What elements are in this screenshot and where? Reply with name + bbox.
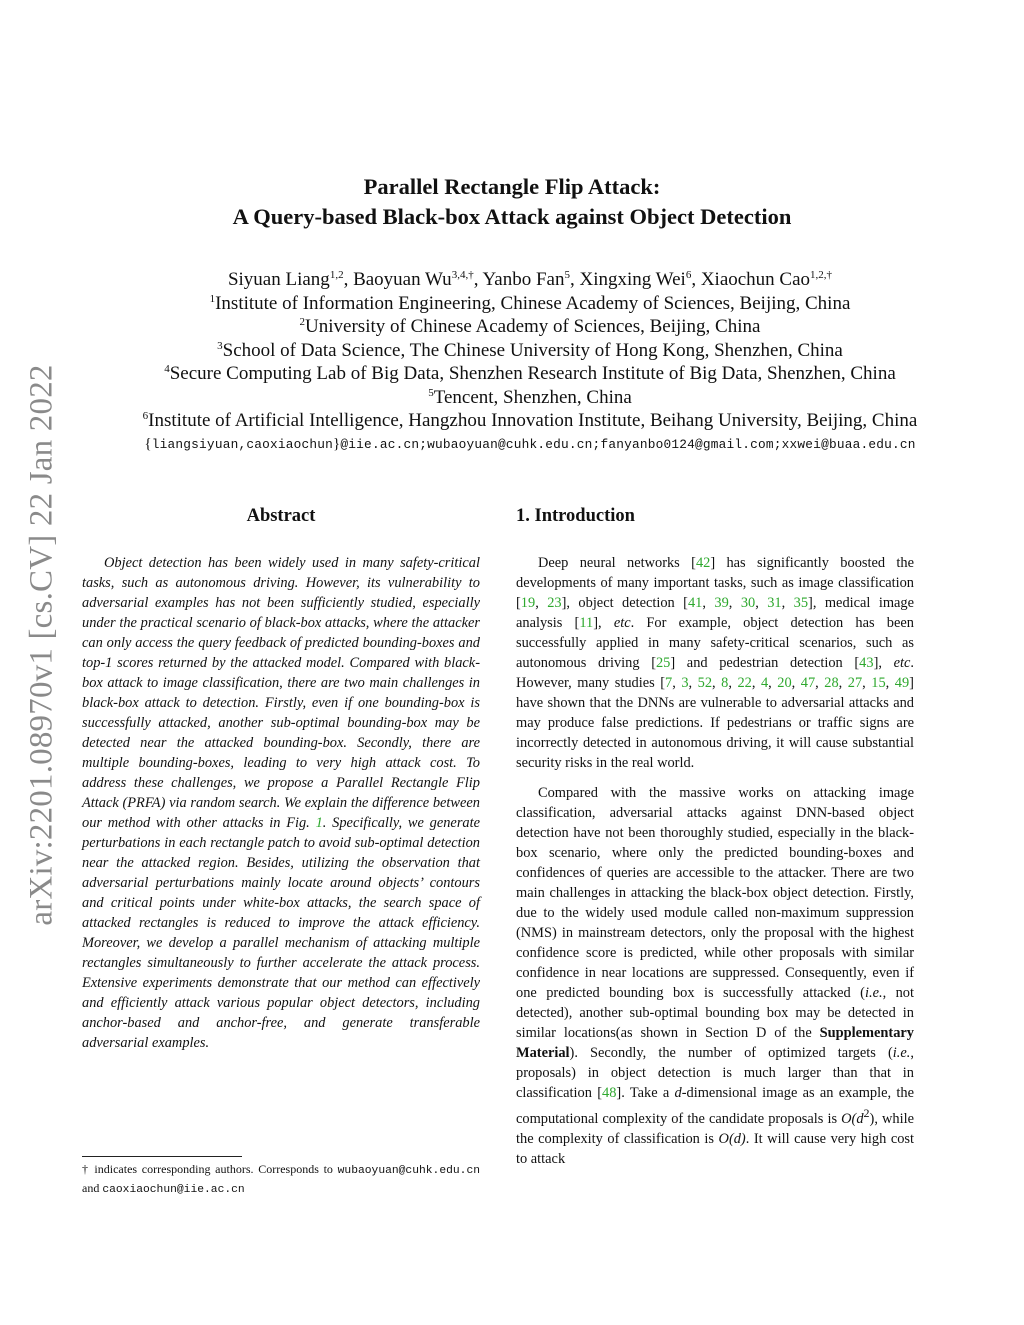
text-run: ,	[768, 675, 778, 691]
affiliation-sup: 3	[217, 339, 223, 352]
text-run: ,	[672, 675, 682, 691]
citation-link[interactable]: 25	[655, 655, 671, 671]
figure-link[interactable]: 1	[315, 815, 323, 831]
text-run: ],	[873, 655, 894, 671]
abstract-heading: Abstract	[246, 506, 316, 526]
citation-link[interactable]: 23	[547, 595, 562, 611]
email-rest: @iie.ac.cn;wubaoyuan@cuhk.edu.cn;fanyanbo0124@gmail.com;xxwei@buaa.edu.cn	[340, 436, 916, 452]
text-run: ). Secondly, the number of optimized targets (	[569, 1045, 893, 1061]
citation-link[interactable]: 35	[793, 595, 809, 611]
author-emails	[60, 433, 1000, 457]
dagger-mark: †	[82, 1162, 90, 1176]
citation-link[interactable]: 48	[602, 1085, 617, 1101]
citation-link[interactable]: 20	[777, 675, 792, 691]
author-sup: 3,4,†	[451, 269, 474, 281]
affiliation-text: Secure Computing Lab of Big Data, Shenzhen Research Institute of Big Data, Shenzhen, China	[169, 363, 896, 384]
affiliation	[60, 292, 1000, 316]
citation-link[interactable]: 19	[520, 595, 536, 611]
citation-link[interactable]: 43	[859, 655, 874, 671]
math-arg: (d	[851, 1110, 864, 1127]
email-group: liangsiyuan,caoxiaochun	[151, 436, 334, 452]
affiliation-text: Institute of Artificial Intelligence, Hangzhou Innovation Institute, Beihang University, Beijing, China	[148, 410, 918, 431]
text-run: Deep neural networks [	[538, 555, 696, 571]
text-run-italic: i.e.	[864, 985, 883, 1001]
text-run: Compared with the massive works on attacking image classification, adversarial attacks against DNN-based object detection have not been thoroughly studied, especially in the black-box scenario, where only the predicted bounding-boxes and confidences of queries are accessible to the attacker. There are two main challenges in attacking the black-box object detection. Firstly, due to the widely used module called non-maximum suppression (NMS) in mainstream detectors, only the proposal with the highest confidence score is predicted, while other proposals with similar confidence in near locations are suppressed. Consequently, even if one predicted bounding box is successfully attacked (	[516, 785, 914, 1001]
math-exp: 2	[863, 1106, 870, 1120]
intro-paragraph-2	[516, 783, 914, 1169]
text-run: ,	[751, 675, 761, 691]
text-run: ,	[755, 595, 768, 611]
math-var: O	[718, 1130, 729, 1147]
citation-link[interactable]: 30	[740, 595, 756, 611]
citation-link[interactable]: 15	[871, 675, 886, 691]
citation-link[interactable]: 3	[681, 675, 689, 691]
text-run: ] has significantly boosted the developments of many important tasks, such as image classification [	[516, 555, 914, 611]
author-sup: 5	[564, 269, 570, 281]
author-sup: 6	[685, 269, 692, 281]
author-name: Siyuan Liang	[227, 269, 330, 290]
left-column	[82, 505, 480, 1053]
affiliation-sup: 1	[209, 292, 216, 305]
text-run: ,	[702, 595, 715, 611]
brace-open: {	[144, 435, 152, 452]
title-line-2: A Query-based Black-box Attack against Object Detection	[232, 204, 792, 229]
text-run: ] and pedestrian detection [	[670, 655, 860, 671]
citation-link[interactable]: 49	[894, 675, 910, 691]
intro-paragraph-1	[516, 553, 914, 773]
math-arg: )	[869, 1110, 875, 1127]
text-run: . For example, object detection has been successfully applied in many safety-critical scenarios, such as autonomous driving [	[516, 615, 914, 671]
brace-close: }	[333, 435, 341, 452]
affiliation	[60, 339, 1000, 363]
citation-link[interactable]: 39	[714, 595, 729, 611]
author-name: Xiaochun Cao	[700, 269, 811, 290]
affiliation-text: University of Chinese Academy of Sciences, Beijing, China	[305, 316, 761, 337]
affiliation	[60, 386, 1000, 410]
affiliation-sup: 2	[299, 316, 306, 328]
footnote-email: wubaoyuan@cuhk.edu.cn	[337, 1165, 481, 1177]
text-run: ,	[688, 675, 698, 691]
supplementary-ref: Supplementary Material	[516, 1025, 914, 1061]
footnote-and: and	[82, 1181, 103, 1195]
text-run: ,	[838, 675, 848, 691]
affiliation-sup: 5	[428, 386, 434, 399]
citation-link[interactable]: 27	[847, 675, 863, 691]
author-sup: 1,2,†	[810, 269, 833, 281]
text-run: ], object detection [	[561, 595, 688, 611]
author-sep: ,	[343, 269, 354, 290]
text-run: , while the complexity of classification is	[516, 1110, 914, 1147]
affiliation	[60, 409, 1000, 433]
citation-link[interactable]: 31	[767, 595, 782, 611]
footnote-email: caoxiaochun@iie.ac.cn	[102, 1184, 245, 1196]
citation-link[interactable]: 42	[695, 555, 711, 571]
text-run: ,	[728, 675, 738, 691]
math-arg: (d)	[728, 1130, 746, 1147]
footnote-text: indicates corresponding authors. Corresponds to	[89, 1162, 338, 1176]
intro-heading: 1. Introduction	[516, 506, 635, 526]
arxiv-stamp	[22, 350, 62, 940]
text-run: ,	[885, 675, 895, 691]
text-run: ,	[862, 675, 872, 691]
author-list	[60, 268, 1000, 292]
text-run: . However, many studies [	[516, 655, 914, 691]
citation-link[interactable]: 11	[579, 615, 594, 631]
author-sup: 1,2	[329, 269, 344, 281]
text-run: . It will cause very high cost to attack	[516, 1130, 915, 1167]
author-block	[60, 268, 1000, 456]
footnote	[82, 1161, 480, 1199]
right-column	[516, 505, 914, 1179]
math-var: O	[841, 1110, 852, 1127]
text-run: ,	[712, 675, 722, 691]
citation-link[interactable]: 28	[824, 675, 839, 691]
affiliation-sup: 4	[164, 363, 170, 375]
author-name: Yanbo Fan	[482, 269, 565, 290]
citation-link[interactable]: 47	[800, 675, 816, 691]
text-run: ,	[781, 595, 794, 611]
text-run-italic: i.e.	[892, 1045, 911, 1061]
citation-link[interactable]: 7	[665, 675, 673, 691]
affiliation	[60, 315, 1000, 339]
math-var: d	[674, 1085, 682, 1101]
text-run: , not detected), another sub-optimal bounding box may be detected in similar locations(as shown in Section D of the	[516, 985, 914, 1041]
footnote-rule	[82, 1156, 242, 1157]
affiliation-sup: 6	[142, 410, 149, 422]
author-name: Xingxing Wei	[579, 269, 686, 290]
paper-title	[0, 172, 1024, 232]
abstract-part: . Specifically, we generate perturbations in each rectangle patch to avoid sub-optimal detection near the attacked region. Besides, utilizing the observation that adversarial perturbations mainly locate around objects’ contours and critical points under white-box attacks, the search space of attacked rectangles is reduced to improve the attack efficiency. Moreover, we develop a parallel mechanism of attacking multiple rectangles simultaneously to further accelerate the attack process. Extensive experiments demonstrate that our method can effectively and efficiently attack various popular object detectors, including anchor-based and anchor-free, and generate transferable adversarial examples.	[82, 815, 480, 1051]
author-sep: ,	[473, 269, 483, 290]
text-run: ,	[815, 675, 825, 691]
text-run-italic: etc	[613, 615, 631, 631]
text-run: ,	[728, 595, 741, 611]
citation-link[interactable]: 52	[697, 675, 713, 691]
text-run: ]. Take a	[616, 1085, 675, 1101]
affiliation-text: Tencent, Shenzhen, China	[433, 386, 632, 408]
text-run: -dimensional image as an example, the computational complexity of the candidate proposals is	[516, 1085, 914, 1127]
title-line-1: Parallel Rectangle Flip Attack:	[363, 174, 661, 199]
text-run-italic: etc	[893, 655, 911, 671]
arxiv-stamp-text: arXiv:2201.08970v1 [cs.CV] 22 Jan 2022	[23, 364, 60, 926]
text-run: ],	[593, 615, 614, 631]
abstract-part: Object detection has been widely used in many safety-critical tasks, such as autonomous driving. However, its vulnerability to adversarial examples has not been sufficiently studied, especially under the practical scenario of black-box attacks, where the attacker can only access the query feedback of predicted bounding-boxes and top-1 scores returned by the attacked model. Compared with black-box attack to image classification, there are two main challenges in black-box attack to detection. Firstly, even if one bounding-box is successfully attacked, another sub-optimal bounding-box may be detected near the attacked bounding-box. Secondly, there are multiple bounding-boxes, leading to very high attack cost. To address these challenges, we propose a Parallel Rectangle Flip Attack (PRFA) via random search. We explain the difference between our method with other attacks in Fig.	[82, 555, 480, 831]
author-sep: ,	[570, 269, 580, 290]
affiliation	[60, 362, 1000, 386]
text-run: ] have shown that the DNNs are vulnerable to adversarial attacks and may produce false predictions. If pedestrians or traffic signs are incorrectly detected in autonomous driving, it will cause substantial security risks in the real world.	[516, 675, 914, 771]
text-run: ,	[535, 595, 548, 611]
citation-link[interactable]: 8	[721, 675, 729, 691]
author-name: Baoyuan Wu	[353, 269, 452, 290]
affiliation-text: Institute of Information Engineering, Chinese Academy of Sciences, Beijing, China	[215, 292, 851, 314]
citation-link[interactable]: 41	[687, 595, 703, 611]
text-run: , proposals) in object detection is much larger than that in classification [	[516, 1045, 914, 1101]
author-sep: ,	[691, 269, 701, 290]
abstract-text	[82, 553, 480, 1053]
citation-link[interactable]: 22	[737, 675, 752, 691]
text-run: ,	[791, 675, 801, 691]
affiliation-text: School of Data Science, The Chinese University of Hong Kong, Shenzhen, China	[222, 339, 843, 361]
citation-link[interactable]: 4	[760, 675, 769, 691]
text-run: ], medical image analysis [	[516, 595, 914, 631]
